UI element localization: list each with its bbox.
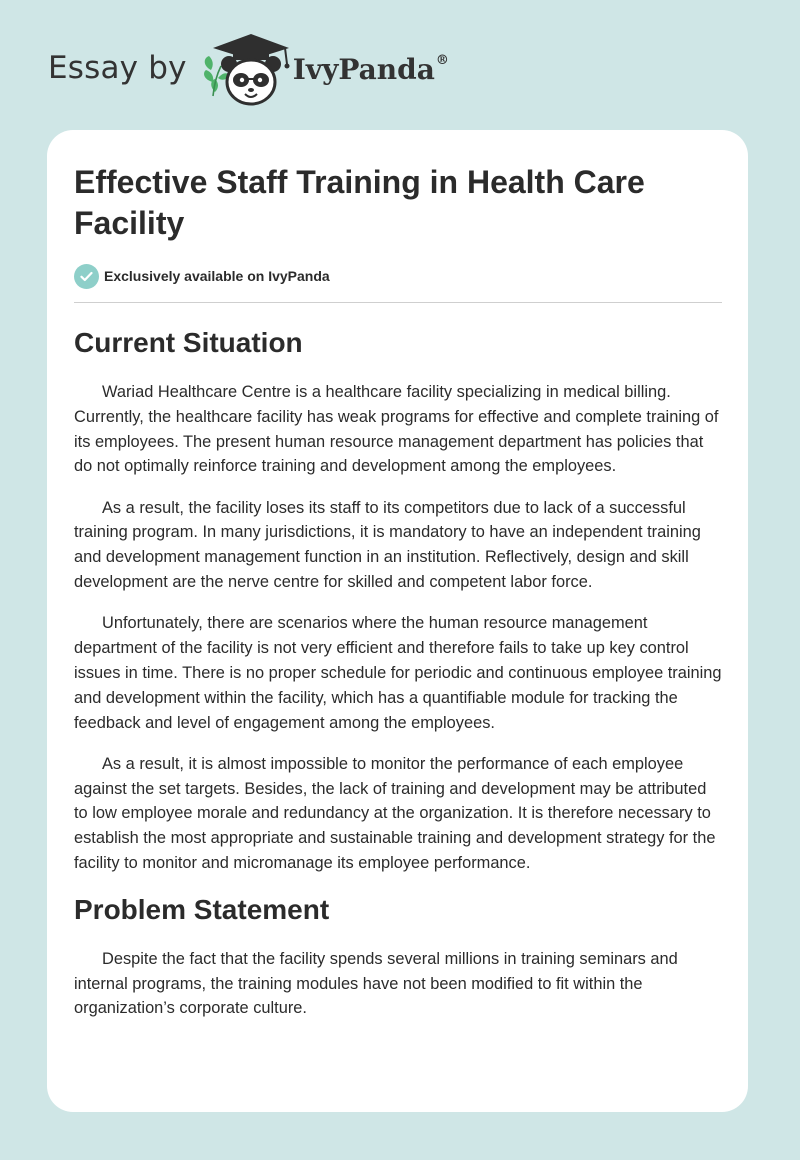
section-heading-current-situation: Current Situation [74,327,303,358]
exclusive-label: Exclusively available on IvyPanda [104,268,330,284]
essay-card [47,130,748,1112]
section-heading-problem-statement: Problem Statement [74,893,330,925]
site-header [48,30,449,110]
paragraph: Wariad Healthcare Centre is a healthcare facility specializing in medical billing. Currently, the healthcare facility has weak programs for effective and complete training of its employees. The present human resource management department has policies that do not optimally reinforce training and development among the employees. [74,383,719,476]
exclusive-badge [74,262,722,290]
registered-mark: ® [435,53,449,69]
panda-logo-icon[interactable] [201,30,297,110]
paragraph: As a result, the facility loses its staff to its competitors due to lack of a successful training program. In many jurisdictions, it is mandatory to have an independent training and development management function in an institution. Reflectively, design and skill development are the nerve centre for skilled and competent labor force. [74,498,701,592]
check-icon [74,264,99,289]
brand-label: IvyPanda [292,52,435,86]
paragraph: Unfortunately, there are scenarios where the human resource management department of the facility is not very efficient and therefore fails to take up key control issues in time. There is no proper schedule for periodic and continuous employee training and development within the facility, which has a quantifiable module for tracking the feedback and level of engagement among the employees. [74,614,722,732]
paragraph: Despite the fact that the facility spends several millions in training seminars and internal programs, the training modules have not been modified to fit within the organization’s corporate culture. [74,949,678,1018]
divider [74,302,722,303]
essay-title: Effective Staff Training in Health Care Facility [74,164,645,241]
paragraph: As a result, it is almost impossible to monitor the performance of each employee against the set targets. Besides, the lack of training and development may be attributed to low employee morale and redundancy at the organization. It is therefore necessary to establish the most appropriate and sustainable training and development strategy for the facility to monitor and micromanage its employee performance. [74,754,716,873]
essay-by-label: Essay by [48,50,187,86]
brand-name[interactable] [293,53,449,86]
